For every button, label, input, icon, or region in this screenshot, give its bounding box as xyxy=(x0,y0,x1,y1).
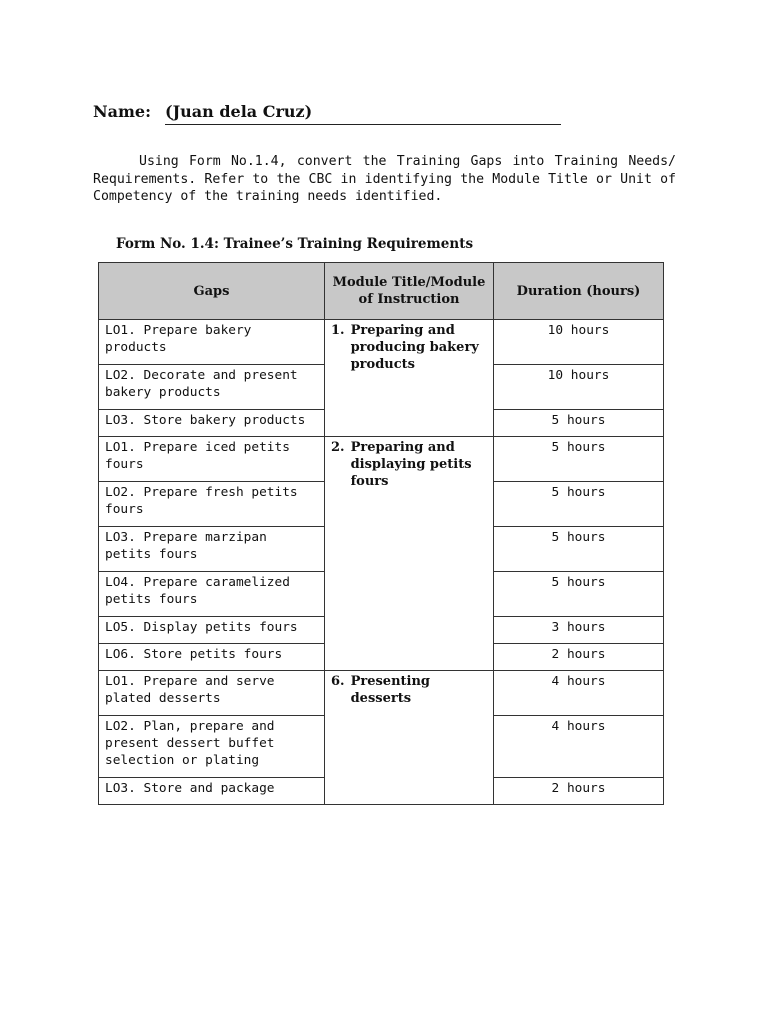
module-cell xyxy=(325,320,494,437)
duration-cell: 2 hours xyxy=(494,644,664,671)
table-row xyxy=(99,671,664,716)
duration-cell: 4 hours xyxy=(494,671,664,716)
instructions-paragraph: Using Form No.1.4, convert the Training Gaps into Training Needs/ Requirements. Refer to the CBC in identifying the Module Title or Unit of Competency of the training needs identified. xyxy=(93,154,676,204)
module-number: 6. xyxy=(331,674,345,689)
duration-cell: 2 hours xyxy=(494,778,664,805)
table-header-row xyxy=(99,263,664,320)
name-underline xyxy=(165,124,561,125)
gap-cell: LO3. Store and package xyxy=(99,778,325,805)
module-title: Preparing and producing bakery products xyxy=(350,323,479,372)
duration-cell: 5 hours xyxy=(494,527,664,572)
module-number: 2. xyxy=(331,440,345,455)
duration-cell: 10 hours xyxy=(494,320,664,365)
duration-cell: 5 hours xyxy=(494,410,664,437)
table-row xyxy=(99,437,664,482)
header-duration: Duration (hours) xyxy=(494,263,664,320)
header-module: Module Title/Module of Instruction xyxy=(325,263,494,320)
gap-cell: LO2. Decorate and present bakery products xyxy=(99,365,325,410)
gap-cell: LO1. Prepare bakery products xyxy=(99,320,325,365)
module-cell xyxy=(325,437,494,671)
name-value: (Juan dela Cruz) xyxy=(165,102,313,121)
name-line xyxy=(93,102,563,126)
name-label: Name: xyxy=(93,102,152,121)
module-title: Presenting desserts xyxy=(350,674,430,706)
gap-cell: LO5. Display petits fours xyxy=(99,617,325,644)
table-row xyxy=(99,320,664,365)
duration-cell: 5 hours xyxy=(494,482,664,527)
gap-cell: LO3. Prepare marzipan petits fours xyxy=(99,527,325,572)
duration-cell: 4 hours xyxy=(494,716,664,778)
form-title: Form No. 1.4: Trainee’s Training Requirements xyxy=(116,236,474,252)
training-requirements-table xyxy=(98,262,664,805)
module-title: Preparing and displaying petits fours xyxy=(350,440,472,489)
duration-cell: 5 hours xyxy=(494,437,664,482)
gap-cell: LO2. Prepare fresh petits fours xyxy=(99,482,325,527)
gap-cell: LO3. Store bakery products xyxy=(99,410,325,437)
module-number: 1. xyxy=(331,323,345,338)
gap-cell: LO4. Prepare caramelized petits fours xyxy=(99,572,325,617)
gap-cell: LO6. Store petits fours xyxy=(99,644,325,671)
module-cell xyxy=(325,671,494,805)
gap-cell: LO1. Prepare and serve plated desserts xyxy=(99,671,325,716)
duration-cell: 3 hours xyxy=(494,617,664,644)
duration-cell: 5 hours xyxy=(494,572,664,617)
gap-cell: LO1. Prepare iced petits fours xyxy=(99,437,325,482)
header-gaps: Gaps xyxy=(99,263,325,320)
gap-cell: LO2. Plan, prepare and present dessert buffet selection or plating xyxy=(99,716,325,778)
duration-cell: 10 hours xyxy=(494,365,664,410)
